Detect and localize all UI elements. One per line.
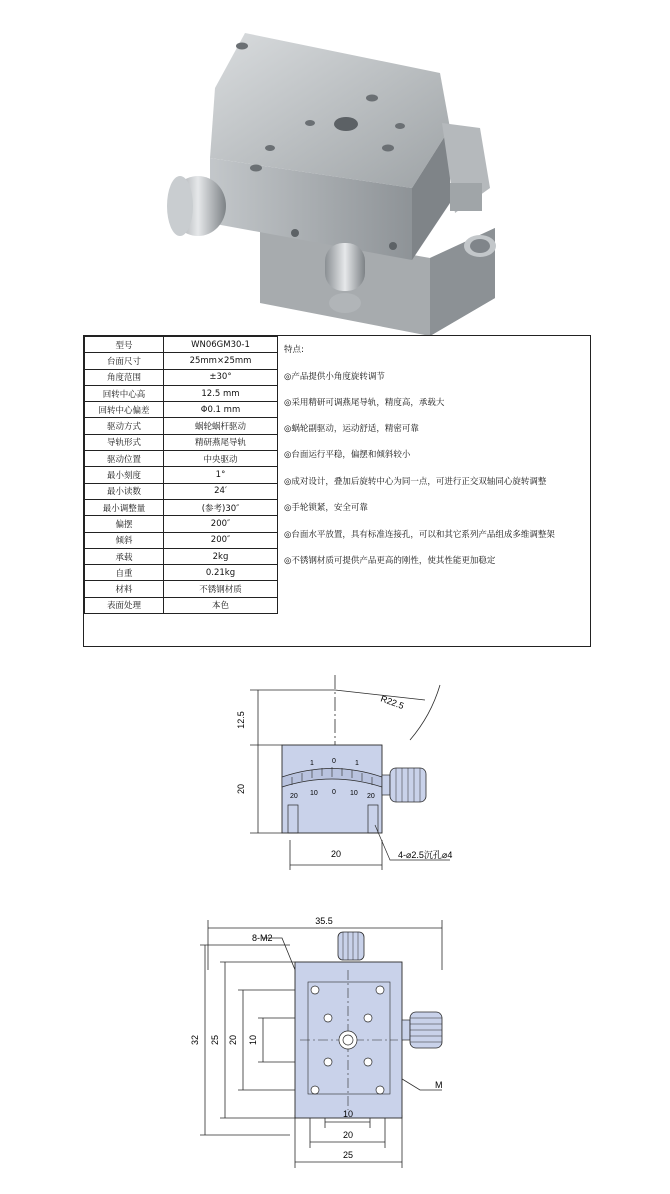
spec-value: 200″ <box>164 516 278 532</box>
spec-value: 不锈钢材质 <box>164 581 278 597</box>
feature-item: ◎手轮锁紧，安全可靠 <box>284 503 368 513</box>
spec-value: 1° <box>164 467 278 483</box>
scale-label: 20 <box>367 793 375 800</box>
top-view-drawing <box>180 910 470 1180</box>
side-dim-20-width: 20 <box>330 849 342 859</box>
spec-row <box>85 548 278 564</box>
spec-row <box>85 369 278 385</box>
top-thread-note: 8-M2 <box>252 933 273 943</box>
spec-label: 回转中心高 <box>85 385 164 401</box>
spec-label: 回转中心偏差 <box>85 402 164 418</box>
spec-label: 导轨形式 <box>85 434 164 450</box>
top-m-label: M <box>435 1080 443 1090</box>
spec-value: Φ0.1 mm <box>164 402 278 418</box>
feature-item: ◎成对设计，叠加后旋转中心为同一点，可进行正交双轴同心旋转调整 <box>284 477 547 487</box>
side-view-drawing <box>210 665 470 880</box>
spec-row <box>85 581 278 597</box>
spec-label: 表面处理 <box>85 597 164 613</box>
features-panel <box>278 336 590 646</box>
spec-label: 驱动方式 <box>85 418 164 434</box>
spec-row <box>85 597 278 613</box>
top-dim-32: 32 <box>190 1034 200 1046</box>
spec-row <box>85 434 278 450</box>
side-hole-note: 4-⌀2.5沉孔⌀4 <box>398 850 453 860</box>
top-dim-10-v: 10 <box>248 1034 258 1046</box>
top-dim-25-h: 25 <box>342 1150 354 1160</box>
scale-label: 1 <box>355 760 359 767</box>
spec-row <box>85 516 278 532</box>
spec-label: 倾斜 <box>85 532 164 548</box>
spec-value: 200″ <box>164 532 278 548</box>
spec-label: 角度范围 <box>85 369 164 385</box>
feature-item: ◎产品提供小角度旋转调节 <box>284 372 385 382</box>
spec-rows <box>84 336 278 614</box>
spec-value: 蜗轮蜗杆驱动 <box>164 418 278 434</box>
spec-row <box>85 337 278 353</box>
spec-value: 24′ <box>164 483 278 499</box>
spec-label: 驱动位置 <box>85 451 164 467</box>
scale-label: 0 <box>332 758 336 765</box>
spec-row <box>85 532 278 548</box>
spec-label: 台面尺寸 <box>85 353 164 369</box>
feature-item: ◎台面水平放置，具有标准连接孔，可以和其它系列产品组成多维调整架 <box>284 530 555 540</box>
product-photo <box>150 18 520 338</box>
spec-label: 偏摆 <box>85 516 164 532</box>
feature-item: ◎蜗轮副驱动，运动舒适，精密可靠 <box>284 424 419 434</box>
spec-row <box>85 353 278 369</box>
scale-label: 10 <box>310 790 318 797</box>
scale-label: 10 <box>350 790 358 797</box>
side-dim-12-5: 12.5 <box>236 711 246 729</box>
side-dim-20-height: 20 <box>236 783 246 795</box>
spec-value: 2kg <box>164 548 278 564</box>
spec-value: 12.5 mm <box>164 385 278 401</box>
scale-label: 20 <box>290 793 298 800</box>
spec-label: 最小调整量 <box>85 499 164 515</box>
side-radius-label: R22.5 <box>379 693 406 712</box>
spec-label: 自重 <box>85 565 164 581</box>
spec-label: 材料 <box>85 581 164 597</box>
spec-table <box>83 335 591 647</box>
spec-label: 最小刻度 <box>85 467 164 483</box>
spec-row <box>85 499 278 515</box>
spec-value: WN06GM30-1 <box>164 337 278 353</box>
features-title: 特点: <box>284 345 304 355</box>
spec-value: 中央驱动 <box>164 451 278 467</box>
spec-row <box>85 451 278 467</box>
scale-label: 0 <box>332 789 336 796</box>
top-dim-20-h: 20 <box>342 1130 354 1140</box>
spec-value: ±30° <box>164 369 278 385</box>
top-dim-10-h: 10 <box>342 1109 354 1119</box>
spec-row <box>85 418 278 434</box>
spec-value: 精研燕尾导轨 <box>164 434 278 450</box>
spec-value: (参考)30″ <box>164 499 278 515</box>
feature-item: ◎不锈钢材质可提供产品更高的刚性，使其性能更加稳定 <box>284 556 496 566</box>
scale-label: 1 <box>310 760 314 767</box>
spec-row <box>85 565 278 581</box>
spec-label: 承载 <box>85 548 164 564</box>
spec-value: 25mm×25mm <box>164 353 278 369</box>
spec-label: 型号 <box>85 337 164 353</box>
feature-item: ◎采用精研可调燕尾导轨，精度高，承载大 <box>284 398 445 408</box>
spec-row <box>85 402 278 418</box>
top-dim-35-5: 35.5 <box>315 916 333 926</box>
spec-row <box>85 483 278 499</box>
spec-row <box>85 467 278 483</box>
spec-value: 0.21kg <box>164 565 278 581</box>
spec-value: 本色 <box>164 597 278 613</box>
top-dim-25-v: 25 <box>210 1034 220 1046</box>
feature-item: ◎台面运行平稳，偏摆和倾斜较小 <box>284 450 411 460</box>
spec-label: 最小读数 <box>85 483 164 499</box>
top-dim-20-v: 20 <box>228 1034 238 1046</box>
spec-row <box>85 385 278 401</box>
